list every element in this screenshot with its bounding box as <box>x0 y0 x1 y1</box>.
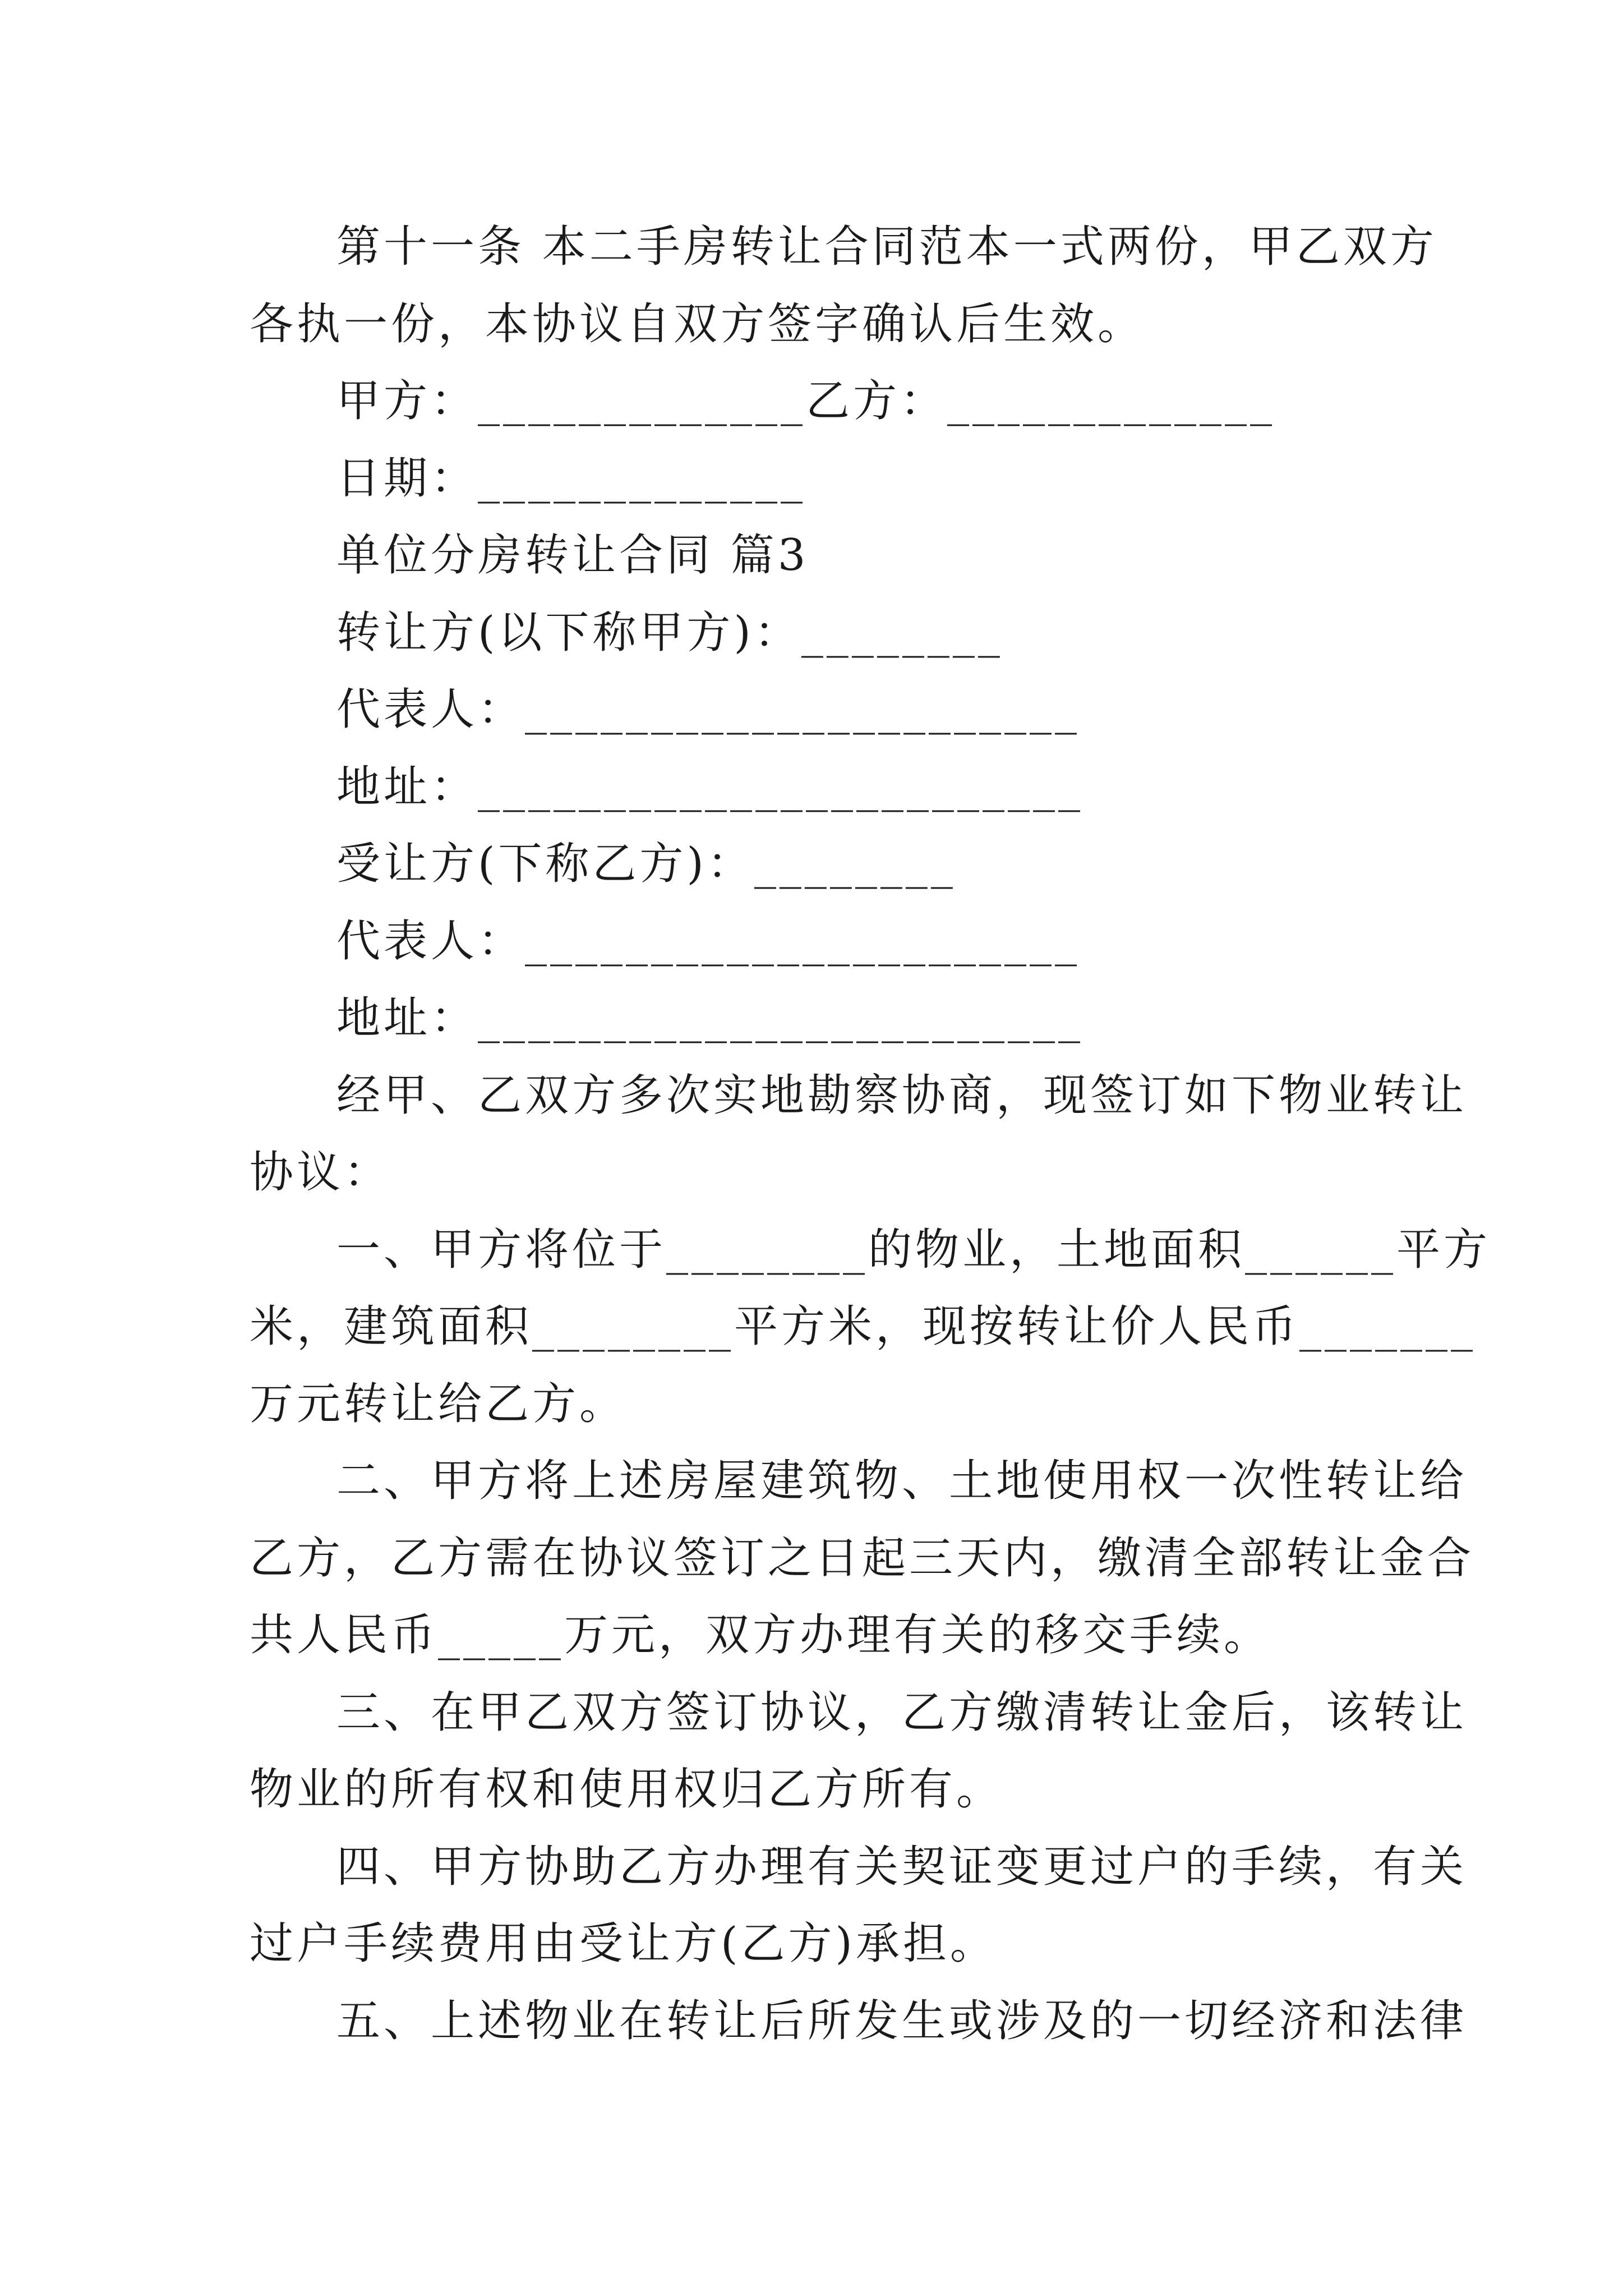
transferee-address-line: 地址：________________________ <box>336 993 1084 1043</box>
clause-5-line-1: 五、上述物业在转让后所发生或涉及的一切经济和法律 <box>336 1996 1468 2046</box>
clause-3-line-2: 物业的所有权和使用权归乙方所有。 <box>250 1764 1004 1815</box>
clause-1-line-3: 万元转让给乙方。 <box>250 1379 627 1429</box>
clause-2-line-3: 共人民币_____万元，双方办理有关的移交手续。 <box>250 1610 1271 1660</box>
transferor-line: 转让方(以下称甲方)：________ <box>336 608 1003 658</box>
article-11-line-1: 第十一条 本二手房转让合同范本一式两份，甲乙双方 <box>336 222 1437 272</box>
article-11-line-2: 各执一份，本协议自双方签字确认后生效。 <box>250 299 1145 349</box>
clause-2-line-1: 二、甲方将上述房屋建筑物、土地使用权一次性转让给 <box>336 1456 1468 1506</box>
preamble-line-2: 协议： <box>250 1147 391 1198</box>
signature-party-line: 甲方：_____________乙方：_____________ <box>336 376 1276 426</box>
transferee-line: 受让方(下称乙方)：________ <box>336 839 956 889</box>
preamble-line-1: 经甲、乙双方多次实地勘察协商，现签订如下物业转让 <box>336 1070 1468 1121</box>
clause-1-line-1: 一、甲方将位于________的物业，土地面积______平方 <box>336 1225 1491 1275</box>
transferor-address-line: 地址：________________________ <box>336 762 1084 812</box>
transferor-representative-line: 代表人：______________________ <box>336 684 1081 735</box>
clause-3-line-1: 三、在甲乙双方签订协议，乙方缴清转让金后，该转让 <box>336 1687 1468 1738</box>
clause-4-line-1: 四、甲方协助乙方办理有关契证变更过户的手续，有关 <box>336 1842 1468 1892</box>
clause-1-line-2: 米，建筑面积________平方米，现按转让价人民币_______ <box>250 1301 1477 1352</box>
clause-2-line-2: 乙方，乙方需在协议签订之日起三天内，缴清全部转让金合 <box>250 1533 1475 1584</box>
signature-date-line: 日期：_____________ <box>336 453 806 504</box>
section-heading: 单位分房转让合同 篇3 <box>336 530 809 581</box>
clause-4-line-2: 过户手续费用由受让方(乙方)承担。 <box>250 1918 997 1969</box>
transferee-representative-line: 代表人：______________________ <box>336 916 1081 967</box>
